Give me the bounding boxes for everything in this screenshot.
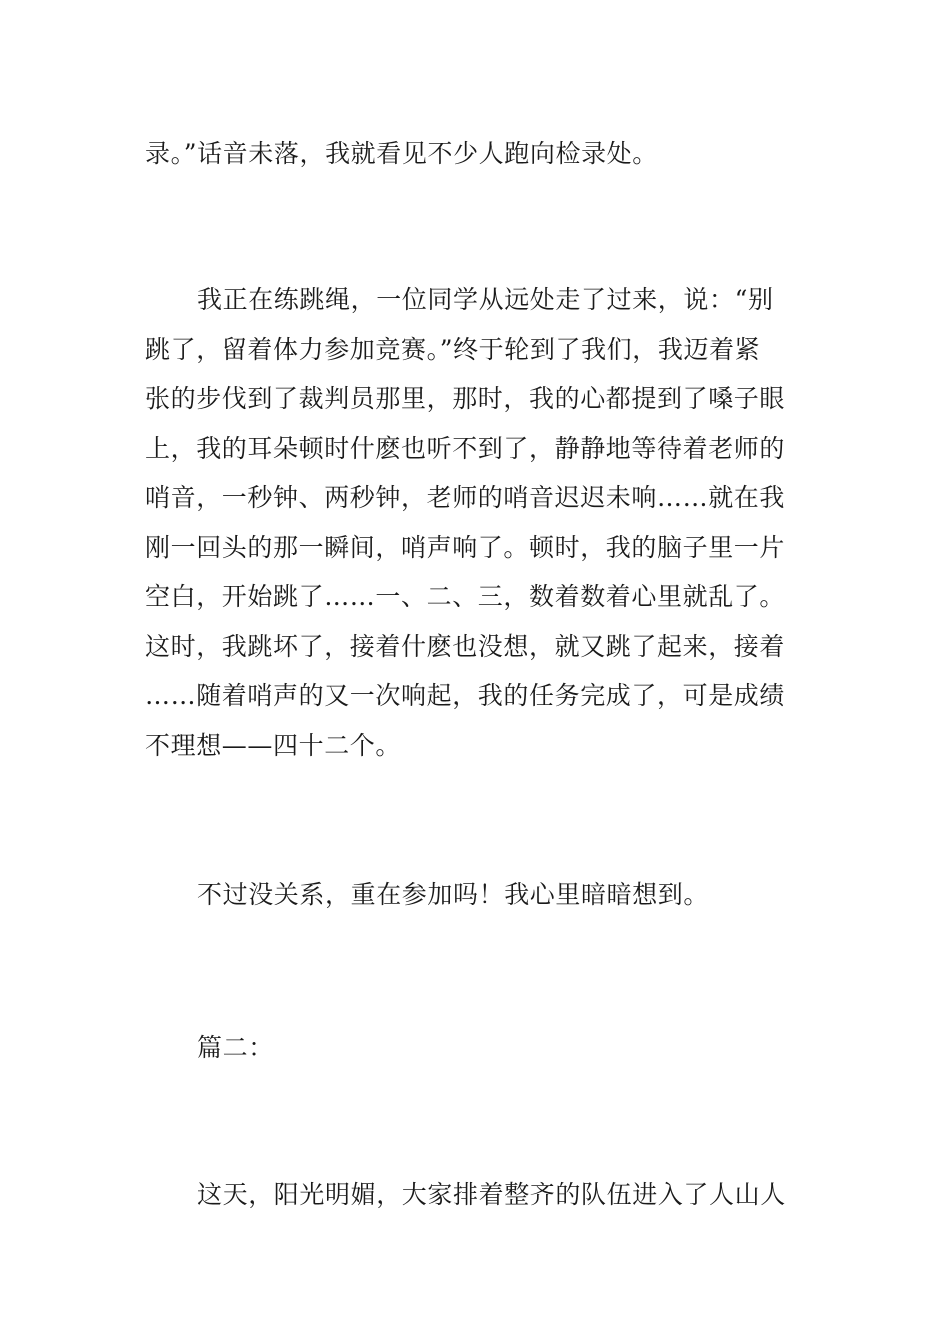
- paragraph-continued: [145, 129, 810, 179]
- paragraph-line: 录。”话音未落，我就看见不少人跑向检录处。: [145, 139, 658, 168]
- paragraph-race: [145, 275, 810, 770]
- paragraph-line: 这时，我跳坏了，接着什麽也没想，就又跳了起来，接着: [145, 631, 786, 661]
- paragraph-reflection: [145, 870, 810, 920]
- paragraph-next: [145, 1170, 810, 1220]
- section-heading-text: 篇二：: [197, 1033, 274, 1062]
- paragraph-line: 空白，开始跳了……一、二、三，数着数着心里就乱了。: [145, 582, 786, 611]
- paragraph-line: 这天，阳光明媚，大家排着整齐的队伍进入了人山人: [197, 1180, 786, 1209]
- paragraph-line: 我正在练跳绳，一位同学从远处走了过来，说：“别: [197, 285, 774, 314]
- paragraph-line: 上，我的耳朵顿时什麽也听不到了，静静地等待着老师的: [145, 433, 786, 463]
- section-heading: [145, 1023, 810, 1073]
- paragraph-line: 跳了，留着体力参加竞赛。”终于轮到了我们，我迈着紧: [145, 334, 761, 364]
- paragraph-line: 刚一回头的那一瞬间，哨声响了。顿时，我的脑子里一片: [145, 532, 786, 562]
- paragraph-line: 不过没关系，重在参加吗！我心里暗暗想到。: [197, 880, 710, 909]
- paragraph-line: 张的步伐到了裁判员那里，那时，我的心都提到了嗓子眼: [145, 384, 786, 413]
- paragraph-line: 哨音，一秒钟、两秒钟，老师的哨音迟迟未响……就在我: [145, 483, 786, 512]
- paragraph-line: ……随着哨声的又一次响起，我的任务完成了，可是成绩: [145, 681, 786, 710]
- paragraph-line: 不理想——四十二个。: [145, 730, 402, 760]
